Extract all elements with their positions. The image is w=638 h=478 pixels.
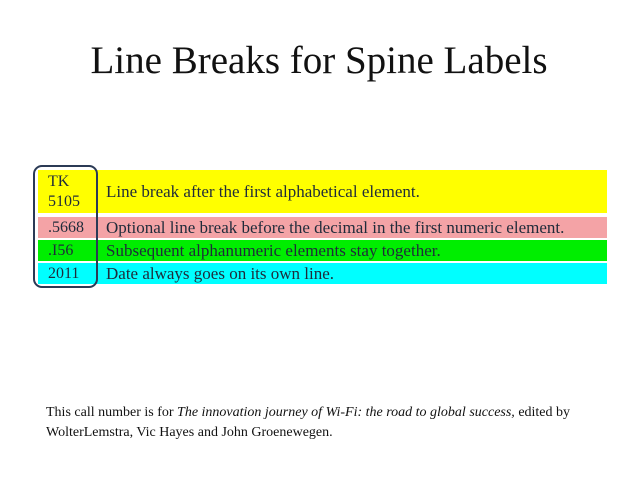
caption-editors: WolterLemstra, Vic Hayes and John Groenewegen. [46, 425, 333, 440]
spine-label-outline [33, 165, 98, 288]
call-number-segment: 2011 [48, 264, 80, 282]
caption-suffix: edited by [514, 405, 571, 420]
call-number-line: 5105 [48, 192, 80, 210]
call-number-segment: .I56 [48, 241, 74, 259]
call-number-row-cutter [38, 240, 607, 261]
call-number-row-decimal [38, 217, 607, 238]
call-number-row-class [38, 170, 607, 213]
caption-prefix: This call number is for [46, 405, 178, 420]
call-number-row-date [38, 263, 607, 284]
caption-text [46, 403, 606, 443]
rule-description: Subsequent alphanumeric elements stay together. [106, 240, 441, 260]
caption-book-title: The innovation journey of Wi-Fi: the road to global success, [177, 405, 515, 420]
rule-description: Date always goes on its own line. [106, 263, 335, 283]
slide-title: Line Breaks for Spine Labels [90, 39, 548, 82]
rule-description: Line break after the first alphabetical element. [106, 181, 420, 201]
call-number-segment: .5668 [48, 218, 84, 236]
rule-description: Optional line break before the decimal in the first numeric element. [106, 217, 565, 237]
call-number-line: TK [48, 172, 70, 190]
